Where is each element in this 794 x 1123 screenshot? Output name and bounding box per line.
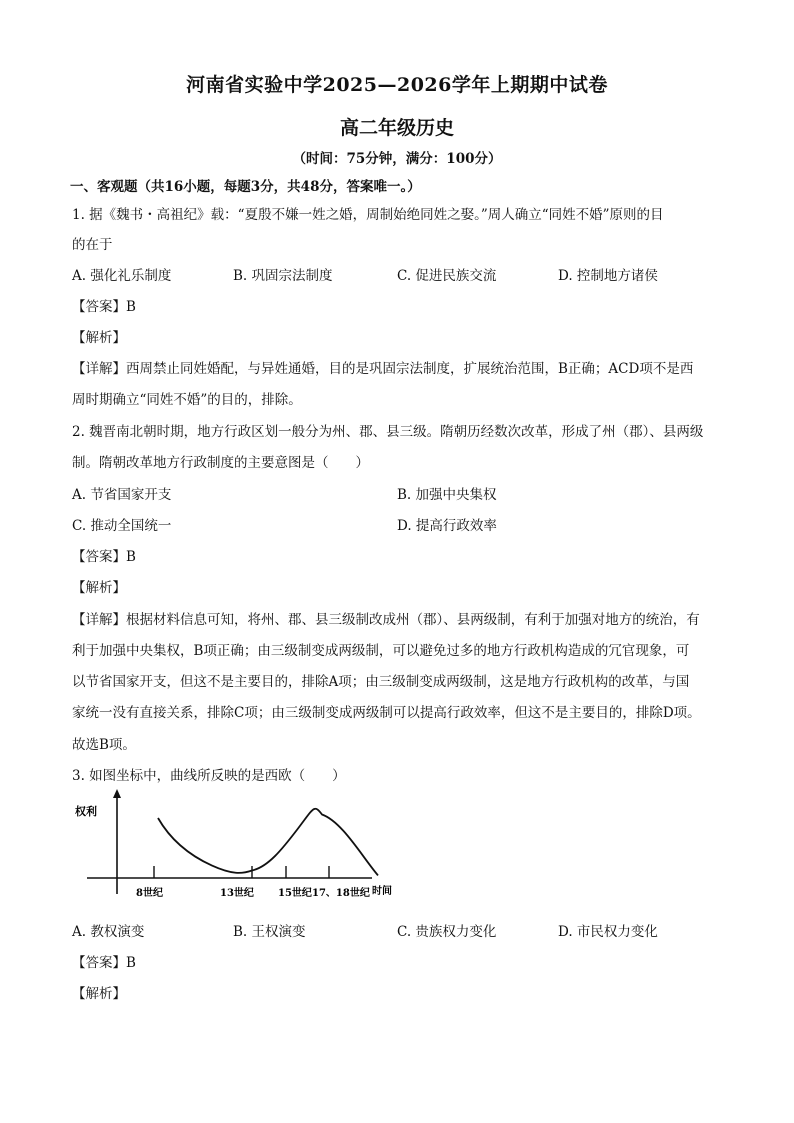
q1-answer: 【答案】B bbox=[72, 299, 136, 315]
x-tick-label: 15世纪 bbox=[278, 888, 312, 899]
x-axis-label: 时间 bbox=[372, 886, 392, 897]
q1-option-c: C. 促进民族交流 bbox=[397, 268, 497, 284]
q3-stem: 3. 如图坐标中，曲线所反映的是西欧（ ） bbox=[72, 768, 346, 784]
q2-detail-line3: 以节省国家开支，但这不是主要目的，排除A项；由三级制变成两级制，这是地方行政机构的改革，与国 bbox=[72, 674, 690, 690]
q3-option-d: D. 市民权力变化 bbox=[558, 924, 658, 940]
q3-analysis-label: 【解析】 bbox=[72, 986, 126, 1002]
q2-detail-line2: 利于加强中央集权，B项正确；由三级制变成两级制，可以避免过多的地方行政机构造成的冗官现象，可 bbox=[72, 643, 690, 659]
section-heading: 一、客观题（共16小题，每题3分，共48分，答案唯一。） bbox=[70, 179, 421, 195]
q3-option-a: A. 教权演变 bbox=[72, 924, 145, 940]
q2-detail-line1: 【详解】根据材料信息可知，将州、郡、县三级制改成州（郡）、县两级制，有利于加强对地方的统治，有 bbox=[72, 612, 700, 628]
y-axis-label: 权利 bbox=[75, 805, 97, 818]
q3-option-b: B. 王权演变 bbox=[233, 924, 306, 940]
q2-option-b: B. 加强中央集权 bbox=[397, 487, 497, 503]
q2-option-a: A. 节省国家开支 bbox=[72, 487, 172, 503]
q2-option-c: C. 推动全国统一 bbox=[72, 518, 172, 534]
x-tick-label: 8世纪 bbox=[136, 888, 163, 899]
q1-stem-line2: 的在于 bbox=[72, 237, 113, 253]
q3-option-c: C. 贵族权力变化 bbox=[397, 924, 497, 940]
x-tick-label: 13世纪 bbox=[220, 888, 254, 899]
q2-detail-line5: 故选B项。 bbox=[72, 737, 136, 753]
q2-answer: 【答案】B bbox=[72, 549, 136, 565]
q2-stem-line2: 制。隋朝改革地方行政制度的主要意图是（ ） bbox=[72, 455, 369, 471]
exam-title: 河南省实验中学2025—2026学年上期期中试卷 bbox=[186, 74, 608, 96]
q2-option-d: D. 提高行政效率 bbox=[397, 518, 497, 534]
q1-detail-line2: 周时期确立“同姓不婚”的目的，排除。 bbox=[72, 392, 302, 408]
q1-option-b: B. 巩固宗法制度 bbox=[233, 268, 333, 284]
q1-stem-line1: 1. 据《魏书・高祖纪》载：“夏殷不嫌一姓之婚，周制始绝同姓之娶。”周人确立“同姓不婚”原则的目 bbox=[72, 207, 664, 223]
q1-option-d: D. 控制地方诸侯 bbox=[558, 268, 658, 284]
q3-answer: 【答案】B bbox=[72, 955, 136, 971]
exam-subtitle: 高二年级历史 bbox=[339, 117, 454, 139]
exam-meta: （时间：75分钟，满分：100分） bbox=[292, 151, 502, 167]
power-curve-chart bbox=[72, 786, 392, 901]
q2-stem-line1: 2. 魏晋南北朝时期，地方行政区划一般分为州、郡、县三级。隋朝历经数次改革，形成了州（郡）、县两级 bbox=[72, 424, 704, 440]
q1-analysis-label: 【解析】 bbox=[72, 330, 126, 346]
q1-detail-line1: 【详解】西周禁止同姓婚配，与异姓通婚，目的是巩固宗法制度，扩展统治范围，B正确；ACD项不是西 bbox=[72, 361, 694, 377]
y-axis-arrow bbox=[113, 789, 121, 798]
power-curve bbox=[158, 809, 378, 876]
x-tick-label: 17、18世纪 bbox=[312, 888, 370, 899]
q2-detail-line4: 家统一没有直接关系，排除C项；由三级制变成两级制可以提高行政效率，但这不是主要目的，排除D项。 bbox=[72, 705, 701, 721]
q1-option-a: A. 强化礼乐制度 bbox=[72, 268, 172, 284]
q2-analysis-label: 【解析】 bbox=[72, 580, 126, 596]
